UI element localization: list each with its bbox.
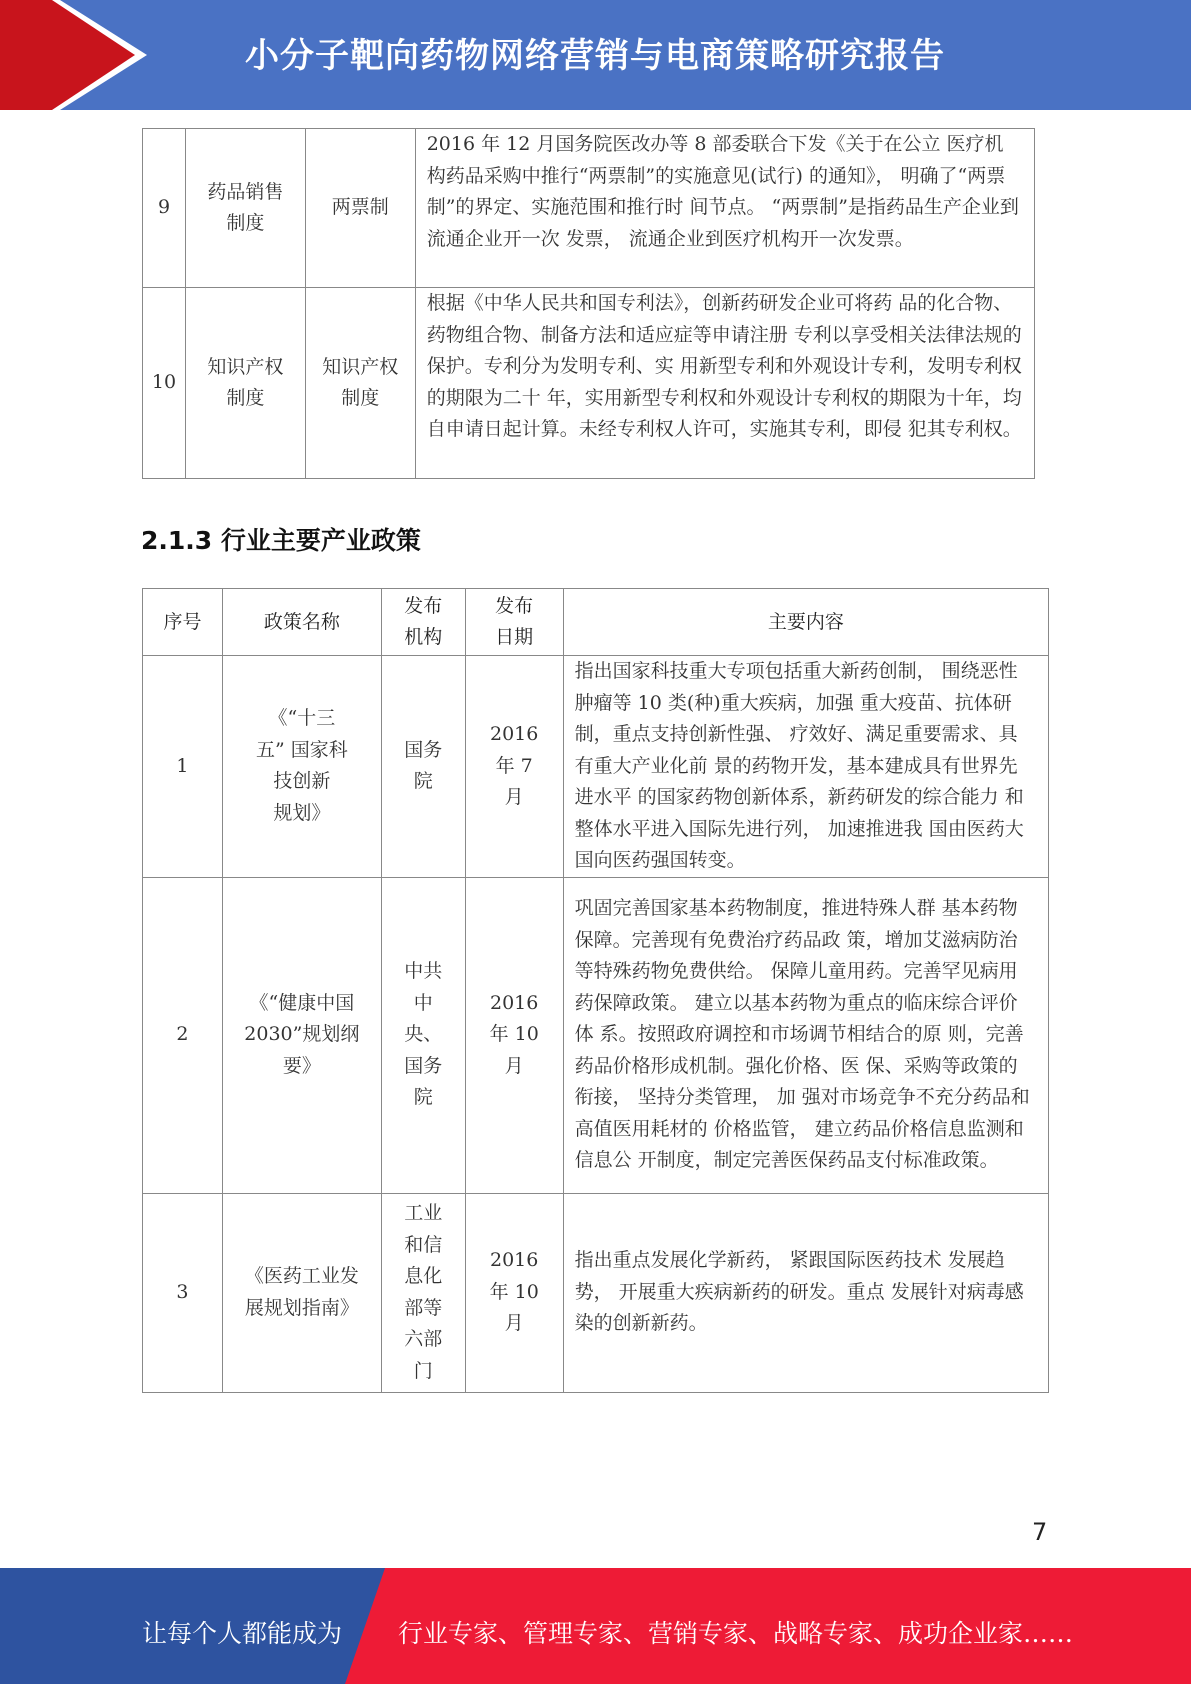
table-header-row: [143, 589, 1049, 656]
policy-name: 《医药工业发 展规划指南》: [222, 1193, 381, 1392]
table-row: [143, 129, 1035, 288]
table-row: [143, 288, 1035, 479]
policy-org: 国务 院: [381, 656, 465, 878]
header-issuing-org: 发布 机构: [381, 589, 465, 656]
policy-date: 2016 年 7 月: [465, 656, 563, 878]
policy-number: 2: [143, 877, 223, 1193]
row-number: 9: [143, 129, 186, 288]
section-heading: 2.1.3 行业主要产业政策: [141, 526, 421, 555]
policy-name: 《“健康中国 2030”规划纲 要》: [222, 877, 381, 1193]
header-policy-name: 政策名称: [222, 589, 381, 656]
row-category: 药品销售 制度: [185, 129, 305, 288]
policy-org: 中共 中 央、 国务 院: [381, 877, 465, 1193]
page-number: 7: [1032, 1518, 1048, 1546]
row-content: 2016 年 12 月国务院医改办等 8 部委联合下发《关于在公立 医疗机构药品采购中推行“两票制”的实施意见(试行) 的通知》， 明确了“两票制”的界定、实施范围和推行时 间节点。 “两票制”是指药品生产企业到流通企业开一次 发票， 流通企业到医疗机构开一次发票。: [415, 129, 1034, 288]
policy-org: 工业 和信 息化 部等 六部 门: [381, 1193, 465, 1392]
footer-slogan-lead: 让每个人都能成为: [142, 1619, 343, 1648]
row-name: 两票制: [305, 129, 415, 288]
footer-slogan-roles: 行业专家、管理专家、营销专家、战略专家、成功企业家……: [398, 1619, 1074, 1648]
policy-table: [142, 588, 1049, 1393]
policy-content: 指出重点发展化学新药， 紧跟国际医药技术 发展趋势， 开展重大疾病新药的研发。重点 发展针对病毒感染的创新新药。: [563, 1193, 1048, 1392]
page-header: [0, 0, 1191, 110]
policy-name: 《“十三 五” 国家科 技创新 规划》: [222, 656, 381, 878]
report-title: 小分子靶向药物网络营销与电商策略研究报告: [245, 36, 945, 76]
policy-date: 2016 年 10 月: [465, 1193, 563, 1392]
row-name: 知识产权 制度: [305, 288, 415, 479]
policy-date: 2016 年 10 月: [465, 877, 563, 1193]
row-number: 10: [143, 288, 186, 479]
header-number: 序号: [143, 589, 223, 656]
regulation-table: [142, 128, 1035, 479]
header-arrow-decoration: [0, 0, 160, 110]
page-footer: [0, 1568, 1191, 1684]
header-main-content: 主要内容: [563, 589, 1048, 656]
policy-number: 1: [143, 656, 223, 878]
policy-number: 3: [143, 1193, 223, 1392]
table-row: [143, 656, 1049, 878]
table-row: [143, 1193, 1049, 1392]
table-row: [143, 877, 1049, 1193]
policy-content: 指出国家科技重大专项包括重大新药创制， 围绕恶性肿瘤等 10 类(种)重大疾病，加强 重大疫苗、抗体研制，重点支持创新性强、 疗效好、满足重要需求、具有重大产业化前 景的药物开发，基本建成具有世界先进水平 的国家药物创新体系，新药研发的综合能力 和整体水平进入国际先进行列， 加速推进我 国由医药大国向医药强国转变。: [563, 656, 1048, 878]
row-content: 根据《中华人民共和国专利法》，创新药研发企业可将药 品的化合物、药物组合物、制备方法和适应症等申请注册 专利以享受相关法律法规的保护。专利分为发明专利、实 用新型专利和外观设计专利，发明专利权的期限为二十 年，实用新型专利权和外观设计专利权的期限为十年，均 自申请日起计算。未经专利权人许可，实施其专利，即侵 犯其专利权。: [415, 288, 1034, 479]
policy-content: 巩固完善国家基本药物制度，推进特殊人群 基本药物保障。完善现有免费治疗药品政 策，增加艾滋病防治等特殊药物免费供给。 保障儿童用药。完善罕见病用药保障政策。 建立以基本药物为重点的临床综合评价体 系。按照政府调控和市场调节相结合的原 则，完善药品价格形成机制。强化价格、医 保、采购等政策的衔接， 坚持分类管理， 加 强对市场竞争不充分药品和高值医用耗材的 价格监管， 建立药品价格信息监测和信息公 开制度，制定完善医保药品支付标准政策。: [563, 877, 1048, 1193]
header-issue-date: 发布 日期: [465, 589, 563, 656]
row-category: 知识产权 制度: [185, 288, 305, 479]
